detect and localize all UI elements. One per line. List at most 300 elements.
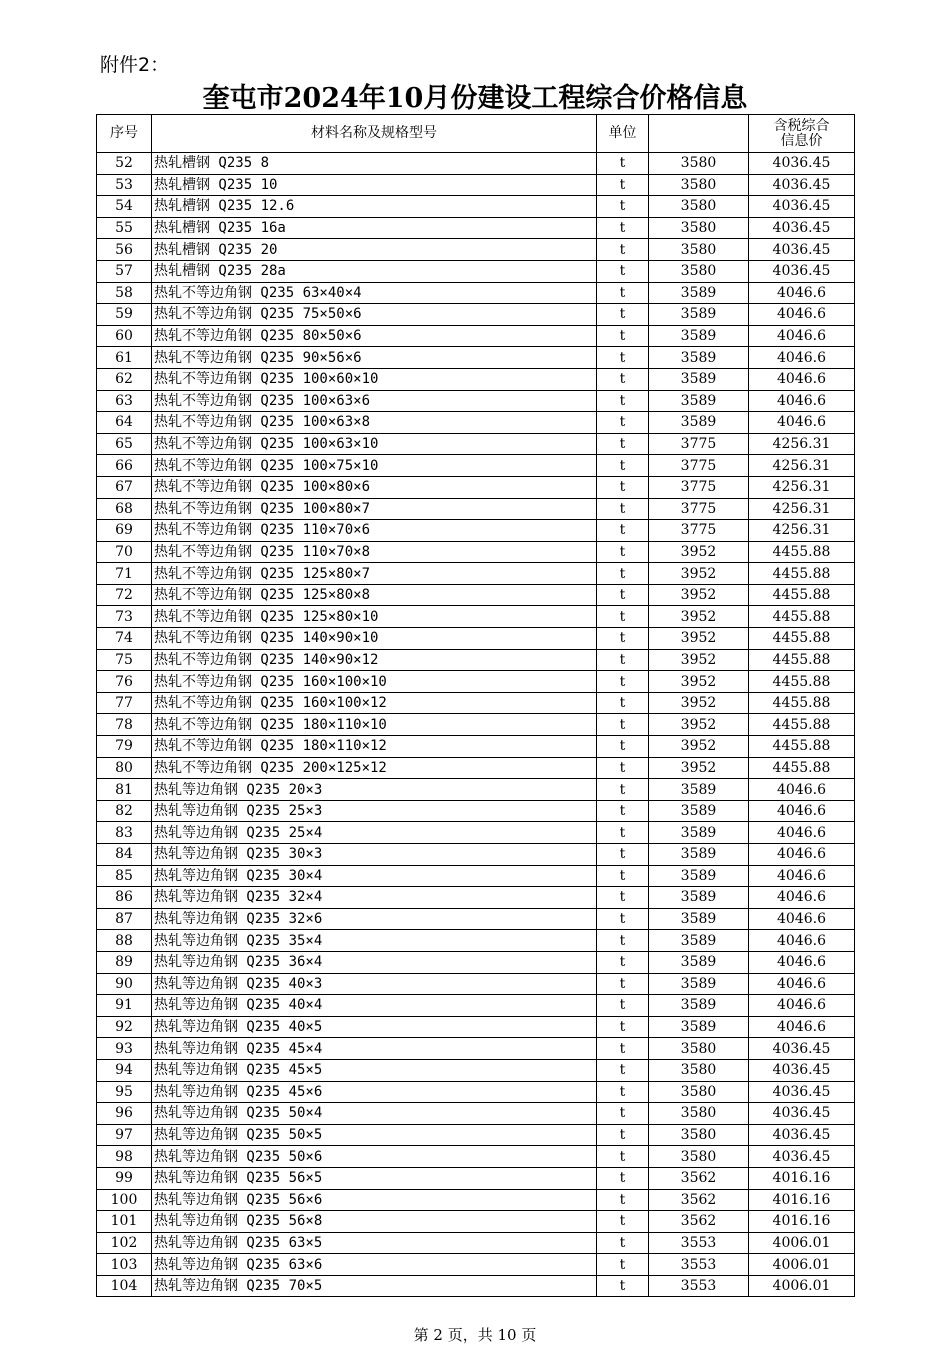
cell-unit: t bbox=[597, 1103, 649, 1125]
table-row bbox=[97, 1232, 855, 1254]
cell-unit: t bbox=[597, 844, 649, 866]
table-row bbox=[97, 412, 855, 434]
cell-unit: t bbox=[597, 779, 649, 801]
cell-tax-price: 4256.31 bbox=[749, 520, 855, 542]
cell-unit: t bbox=[597, 1275, 649, 1297]
cell-price: 3952 bbox=[649, 563, 749, 585]
cell-unit: t bbox=[597, 628, 649, 650]
cell-no: 74 bbox=[97, 628, 152, 650]
table-row bbox=[97, 1124, 855, 1146]
cell-no: 67 bbox=[97, 476, 152, 498]
cell-tax-price: 4455.88 bbox=[749, 628, 855, 650]
cell-tax-price: 4046.6 bbox=[749, 930, 855, 952]
cell-price: 3589 bbox=[649, 951, 749, 973]
cell-price: 3580 bbox=[649, 260, 749, 282]
document-title: 奎屯市2024年10月份建设工程综合价格信息 bbox=[202, 83, 748, 114]
cell-unit: t bbox=[597, 606, 649, 628]
table-row bbox=[97, 714, 855, 736]
cell-tax-price: 4046.6 bbox=[749, 995, 855, 1017]
attachment-label: 附件2： bbox=[100, 54, 170, 76]
table-row bbox=[97, 541, 855, 563]
table-row bbox=[97, 1038, 855, 1060]
cell-name: 热轧等边角钢 Q235 45×4 bbox=[152, 1038, 597, 1060]
cell-unit: t bbox=[597, 412, 649, 434]
cell-name: 热轧等边角钢 Q235 20×3 bbox=[152, 779, 597, 801]
table-row bbox=[97, 520, 855, 542]
cell-unit: t bbox=[597, 930, 649, 952]
cell-unit: t bbox=[597, 1059, 649, 1081]
table-row bbox=[97, 908, 855, 930]
cell-no: 63 bbox=[97, 390, 152, 412]
cell-no: 100 bbox=[97, 1189, 152, 1211]
header-tax-price bbox=[749, 115, 855, 153]
cell-price: 3589 bbox=[649, 304, 749, 326]
cell-unit: t bbox=[597, 541, 649, 563]
cell-tax-price: 4036.45 bbox=[749, 1081, 855, 1103]
cell-no: 76 bbox=[97, 671, 152, 693]
cell-name: 热轧等边角钢 Q235 63×5 bbox=[152, 1232, 597, 1254]
table-row bbox=[97, 282, 855, 304]
cell-price: 3952 bbox=[649, 671, 749, 693]
cell-unit: t bbox=[597, 325, 649, 347]
cell-tax-price: 4046.6 bbox=[749, 800, 855, 822]
cell-unit: t bbox=[597, 498, 649, 520]
cell-no: 86 bbox=[97, 887, 152, 909]
table-row bbox=[97, 606, 855, 628]
cell-no: 97 bbox=[97, 1124, 152, 1146]
cell-name: 热轧等边角钢 Q235 56×6 bbox=[152, 1189, 597, 1211]
cell-name: 热轧等边角钢 Q235 32×6 bbox=[152, 908, 597, 930]
cell-unit: t bbox=[597, 973, 649, 995]
cell-price: 3553 bbox=[649, 1275, 749, 1297]
cell-no: 79 bbox=[97, 736, 152, 758]
cell-name: 热轧等边角钢 Q235 45×6 bbox=[152, 1081, 597, 1103]
cell-tax-price: 4046.6 bbox=[749, 822, 855, 844]
table-row bbox=[97, 1146, 855, 1168]
cell-tax-price: 4036.45 bbox=[749, 1059, 855, 1081]
cell-unit: t bbox=[597, 455, 649, 477]
cell-tax-price: 4006.01 bbox=[749, 1232, 855, 1254]
cell-tax-price: 4016.16 bbox=[749, 1189, 855, 1211]
cell-name: 热轧等边角钢 Q235 50×6 bbox=[152, 1146, 597, 1168]
table-row bbox=[97, 1254, 855, 1276]
cell-no: 85 bbox=[97, 865, 152, 887]
cell-name: 热轧不等边角钢 Q235 180×110×12 bbox=[152, 736, 597, 758]
cell-name: 热轧不等边角钢 Q235 180×110×10 bbox=[152, 714, 597, 736]
cell-name: 热轧槽钢 Q235 8 bbox=[152, 153, 597, 175]
cell-no: 81 bbox=[97, 779, 152, 801]
cell-name: 热轧不等边角钢 Q235 100×63×6 bbox=[152, 390, 597, 412]
cell-unit: t bbox=[597, 1254, 649, 1276]
cell-no: 58 bbox=[97, 282, 152, 304]
table-row bbox=[97, 174, 855, 196]
cell-tax-price: 4046.6 bbox=[749, 951, 855, 973]
cell-unit: t bbox=[597, 217, 649, 239]
table-row bbox=[97, 844, 855, 866]
table-row bbox=[97, 390, 855, 412]
cell-tax-price: 4006.01 bbox=[749, 1254, 855, 1276]
cell-price: 3589 bbox=[649, 865, 749, 887]
cell-unit: t bbox=[597, 800, 649, 822]
cell-unit: t bbox=[597, 1124, 649, 1146]
price-table bbox=[96, 114, 855, 1297]
cell-name: 热轧不等边角钢 Q235 100×63×8 bbox=[152, 412, 597, 434]
cell-price: 3952 bbox=[649, 541, 749, 563]
table-body bbox=[97, 153, 855, 1297]
cell-tax-price: 4455.88 bbox=[749, 606, 855, 628]
table-row bbox=[97, 260, 855, 282]
cell-unit: t bbox=[597, 433, 649, 455]
table-row bbox=[97, 930, 855, 952]
cell-tax-price: 4046.6 bbox=[749, 779, 855, 801]
cell-no: 70 bbox=[97, 541, 152, 563]
table-row bbox=[97, 563, 855, 585]
cell-tax-price: 4256.31 bbox=[749, 455, 855, 477]
cell-no: 91 bbox=[97, 995, 152, 1017]
cell-unit: t bbox=[597, 736, 649, 758]
cell-price: 3580 bbox=[649, 1038, 749, 1060]
table-row bbox=[97, 476, 855, 498]
cell-tax-price: 4016.16 bbox=[749, 1211, 855, 1233]
cell-unit: t bbox=[597, 865, 649, 887]
cell-tax-price: 4455.88 bbox=[749, 736, 855, 758]
cell-tax-price: 4036.45 bbox=[749, 1146, 855, 1168]
cell-name: 热轧等边角钢 Q235 40×3 bbox=[152, 973, 597, 995]
header-tax-price-line1: 含税综合 bbox=[773, 117, 830, 134]
cell-tax-price: 4036.45 bbox=[749, 196, 855, 218]
cell-tax-price: 4455.88 bbox=[749, 714, 855, 736]
cell-price: 3580 bbox=[649, 196, 749, 218]
cell-price: 3589 bbox=[649, 973, 749, 995]
cell-unit: t bbox=[597, 714, 649, 736]
cell-unit: t bbox=[597, 1167, 649, 1189]
cell-no: 73 bbox=[97, 606, 152, 628]
cell-tax-price: 4036.45 bbox=[749, 260, 855, 282]
cell-no: 101 bbox=[97, 1211, 152, 1233]
cell-price: 3580 bbox=[649, 174, 749, 196]
cell-tax-price: 4455.88 bbox=[749, 757, 855, 779]
cell-price: 3589 bbox=[649, 844, 749, 866]
cell-price: 3589 bbox=[649, 412, 749, 434]
cell-no: 60 bbox=[97, 325, 152, 347]
cell-tax-price: 4046.6 bbox=[749, 908, 855, 930]
cell-tax-price: 4455.88 bbox=[749, 692, 855, 714]
cell-unit: t bbox=[597, 887, 649, 909]
cell-price: 3562 bbox=[649, 1189, 749, 1211]
cell-tax-price: 4036.45 bbox=[749, 1038, 855, 1060]
cell-no: 102 bbox=[97, 1232, 152, 1254]
cell-name: 热轧等边角钢 Q235 56×8 bbox=[152, 1211, 597, 1233]
cell-tax-price: 4046.6 bbox=[749, 368, 855, 390]
cell-tax-price: 4036.45 bbox=[749, 153, 855, 175]
cell-no: 65 bbox=[97, 433, 152, 455]
table-row bbox=[97, 455, 855, 477]
cell-price: 3580 bbox=[649, 1124, 749, 1146]
cell-tax-price: 4046.6 bbox=[749, 347, 855, 369]
table-row bbox=[97, 973, 855, 995]
cell-tax-price: 4455.88 bbox=[749, 671, 855, 693]
cell-unit: t bbox=[597, 1232, 649, 1254]
cell-no: 84 bbox=[97, 844, 152, 866]
cell-unit: t bbox=[597, 757, 649, 779]
table-row bbox=[97, 822, 855, 844]
table-row bbox=[97, 1103, 855, 1125]
cell-unit: t bbox=[597, 584, 649, 606]
header-no: 序号 bbox=[97, 115, 152, 153]
cell-unit: t bbox=[597, 951, 649, 973]
table-row bbox=[97, 628, 855, 650]
cell-name: 热轧等边角钢 Q235 45×5 bbox=[152, 1059, 597, 1081]
cell-tax-price: 4036.45 bbox=[749, 217, 855, 239]
table-row bbox=[97, 217, 855, 239]
table-row bbox=[97, 1189, 855, 1211]
cell-name: 热轧等边角钢 Q235 25×4 bbox=[152, 822, 597, 844]
cell-no: 87 bbox=[97, 908, 152, 930]
cell-name: 热轧等边角钢 Q235 36×4 bbox=[152, 951, 597, 973]
cell-name: 热轧槽钢 Q235 12.6 bbox=[152, 196, 597, 218]
table-row bbox=[97, 951, 855, 973]
cell-price: 3589 bbox=[649, 930, 749, 952]
table-row bbox=[97, 1275, 855, 1297]
cell-name: 热轧不等边角钢 Q235 80×50×6 bbox=[152, 325, 597, 347]
cell-unit: t bbox=[597, 1038, 649, 1060]
cell-price: 3589 bbox=[649, 800, 749, 822]
cell-unit: t bbox=[597, 304, 649, 326]
cell-tax-price: 4455.88 bbox=[749, 584, 855, 606]
cell-name: 热轧槽钢 Q235 16a bbox=[152, 217, 597, 239]
cell-tax-price: 4256.31 bbox=[749, 498, 855, 520]
table-row bbox=[97, 325, 855, 347]
cell-unit: t bbox=[597, 153, 649, 175]
cell-price: 3775 bbox=[649, 433, 749, 455]
cell-no: 54 bbox=[97, 196, 152, 218]
table-row bbox=[97, 1167, 855, 1189]
cell-no: 95 bbox=[97, 1081, 152, 1103]
cell-name: 热轧不等边角钢 Q235 140×90×12 bbox=[152, 649, 597, 671]
cell-no: 99 bbox=[97, 1167, 152, 1189]
cell-unit: t bbox=[597, 347, 649, 369]
cell-tax-price: 4036.45 bbox=[749, 1124, 855, 1146]
cell-no: 103 bbox=[97, 1254, 152, 1276]
cell-price: 3580 bbox=[649, 217, 749, 239]
cell-price: 3580 bbox=[649, 1059, 749, 1081]
cell-price: 3775 bbox=[649, 455, 749, 477]
cell-name: 热轧不等边角钢 Q235 100×60×10 bbox=[152, 368, 597, 390]
cell-name: 热轧槽钢 Q235 10 bbox=[152, 174, 597, 196]
cell-unit: t bbox=[597, 174, 649, 196]
cell-name: 热轧等边角钢 Q235 70×5 bbox=[152, 1275, 597, 1297]
cell-name: 热轧不等边角钢 Q235 100×75×10 bbox=[152, 455, 597, 477]
cell-tax-price: 4046.6 bbox=[749, 325, 855, 347]
cell-unit: t bbox=[597, 649, 649, 671]
cell-tax-price: 4036.45 bbox=[749, 239, 855, 261]
cell-name: 热轧不等边角钢 Q235 100×63×10 bbox=[152, 433, 597, 455]
cell-name: 热轧不等边角钢 Q235 63×40×4 bbox=[152, 282, 597, 304]
cell-price: 3775 bbox=[649, 520, 749, 542]
header-name: 材料名称及规格型号 bbox=[152, 115, 597, 153]
cell-name: 热轧槽钢 Q235 20 bbox=[152, 239, 597, 261]
cell-price: 3952 bbox=[649, 736, 749, 758]
header-tax-price-line2: 信息价 bbox=[780, 132, 823, 149]
cell-unit: t bbox=[597, 995, 649, 1017]
cell-name: 热轧不等边角钢 Q235 125×80×7 bbox=[152, 563, 597, 585]
cell-name: 热轧等边角钢 Q235 32×4 bbox=[152, 887, 597, 909]
cell-tax-price: 4455.88 bbox=[749, 563, 855, 585]
cell-tax-price: 4256.31 bbox=[749, 476, 855, 498]
table-row bbox=[97, 584, 855, 606]
cell-name: 热轧不等边角钢 Q235 160×100×10 bbox=[152, 671, 597, 693]
cell-name: 热轧不等边角钢 Q235 100×80×6 bbox=[152, 476, 597, 498]
cell-price: 3553 bbox=[649, 1254, 749, 1276]
cell-no: 69 bbox=[97, 520, 152, 542]
table-row bbox=[97, 498, 855, 520]
cell-unit: t bbox=[597, 282, 649, 304]
cell-tax-price: 4455.88 bbox=[749, 541, 855, 563]
cell-price: 3589 bbox=[649, 368, 749, 390]
cell-name: 热轧等边角钢 Q235 56×5 bbox=[152, 1167, 597, 1189]
cell-unit: t bbox=[597, 563, 649, 585]
cell-no: 96 bbox=[97, 1103, 152, 1125]
cell-name: 热轧等边角钢 Q235 63×6 bbox=[152, 1254, 597, 1276]
cell-name: 热轧等边角钢 Q235 40×4 bbox=[152, 995, 597, 1017]
table-header-row bbox=[97, 115, 855, 153]
cell-name: 热轧等边角钢 Q235 35×4 bbox=[152, 930, 597, 952]
cell-price: 3589 bbox=[649, 887, 749, 909]
cell-name: 热轧不等边角钢 Q235 100×80×7 bbox=[152, 498, 597, 520]
cell-no: 104 bbox=[97, 1275, 152, 1297]
cell-tax-price: 4046.6 bbox=[749, 282, 855, 304]
cell-name: 热轧等边角钢 Q235 50×4 bbox=[152, 1103, 597, 1125]
cell-price: 3553 bbox=[649, 1232, 749, 1254]
cell-name: 热轧等边角钢 Q235 25×3 bbox=[152, 800, 597, 822]
cell-price: 3589 bbox=[649, 347, 749, 369]
table-row bbox=[97, 433, 855, 455]
cell-price: 3775 bbox=[649, 498, 749, 520]
cell-tax-price: 4046.6 bbox=[749, 412, 855, 434]
cell-name: 热轧槽钢 Q235 28a bbox=[152, 260, 597, 282]
cell-unit: t bbox=[597, 196, 649, 218]
table-row bbox=[97, 649, 855, 671]
cell-tax-price: 4046.6 bbox=[749, 1016, 855, 1038]
table-row bbox=[97, 1081, 855, 1103]
cell-price: 3952 bbox=[649, 757, 749, 779]
cell-unit: t bbox=[597, 260, 649, 282]
cell-tax-price: 4256.31 bbox=[749, 433, 855, 455]
table-row bbox=[97, 347, 855, 369]
table-row bbox=[97, 995, 855, 1017]
header-price bbox=[649, 115, 749, 153]
table-row bbox=[97, 304, 855, 326]
cell-unit: t bbox=[597, 671, 649, 693]
cell-name: 热轧不等边角钢 Q235 110×70×6 bbox=[152, 520, 597, 542]
cell-unit: t bbox=[597, 1146, 649, 1168]
cell-price: 3589 bbox=[649, 390, 749, 412]
cell-unit: t bbox=[597, 908, 649, 930]
cell-price: 3580 bbox=[649, 153, 749, 175]
cell-price: 3580 bbox=[649, 1103, 749, 1125]
cell-name: 热轧不等边角钢 Q235 140×90×10 bbox=[152, 628, 597, 650]
cell-tax-price: 4455.88 bbox=[749, 649, 855, 671]
cell-price: 3952 bbox=[649, 606, 749, 628]
cell-no: 80 bbox=[97, 757, 152, 779]
cell-no: 88 bbox=[97, 930, 152, 952]
cell-no: 72 bbox=[97, 584, 152, 606]
table-row bbox=[97, 736, 855, 758]
cell-unit: t bbox=[597, 1189, 649, 1211]
cell-name: 热轧不等边角钢 Q235 110×70×8 bbox=[152, 541, 597, 563]
table-row bbox=[97, 368, 855, 390]
cell-name: 热轧不等边角钢 Q235 90×56×6 bbox=[152, 347, 597, 369]
cell-tax-price: 4046.6 bbox=[749, 390, 855, 412]
cell-no: 83 bbox=[97, 822, 152, 844]
table-row bbox=[97, 239, 855, 261]
cell-name: 热轧不等边角钢 Q235 200×125×12 bbox=[152, 757, 597, 779]
cell-tax-price: 4036.45 bbox=[749, 1103, 855, 1125]
cell-unit: t bbox=[597, 822, 649, 844]
cell-no: 57 bbox=[97, 260, 152, 282]
page-footer: 第 2 页，共 10 页 bbox=[413, 1326, 537, 1344]
cell-no: 64 bbox=[97, 412, 152, 434]
cell-unit: t bbox=[597, 390, 649, 412]
cell-price: 3562 bbox=[649, 1167, 749, 1189]
cell-no: 62 bbox=[97, 368, 152, 390]
cell-name: 热轧不等边角钢 Q235 125×80×10 bbox=[152, 606, 597, 628]
cell-tax-price: 4006.01 bbox=[749, 1275, 855, 1297]
cell-no: 55 bbox=[97, 217, 152, 239]
cell-unit: t bbox=[597, 692, 649, 714]
cell-price: 3562 bbox=[649, 1211, 749, 1233]
cell-tax-price: 4016.16 bbox=[749, 1167, 855, 1189]
cell-unit: t bbox=[597, 239, 649, 261]
table-row bbox=[97, 692, 855, 714]
cell-price: 3589 bbox=[649, 822, 749, 844]
cell-price: 3952 bbox=[649, 584, 749, 606]
cell-price: 3580 bbox=[649, 1146, 749, 1168]
cell-price: 3589 bbox=[649, 995, 749, 1017]
cell-price: 3952 bbox=[649, 692, 749, 714]
cell-no: 98 bbox=[97, 1146, 152, 1168]
cell-price: 3580 bbox=[649, 239, 749, 261]
cell-no: 78 bbox=[97, 714, 152, 736]
cell-no: 82 bbox=[97, 800, 152, 822]
cell-price: 3589 bbox=[649, 1016, 749, 1038]
cell-no: 53 bbox=[97, 174, 152, 196]
cell-no: 66 bbox=[97, 455, 152, 477]
cell-no: 56 bbox=[97, 239, 152, 261]
cell-tax-price: 4046.6 bbox=[749, 973, 855, 995]
cell-price: 3952 bbox=[649, 649, 749, 671]
cell-unit: t bbox=[597, 1081, 649, 1103]
cell-unit: t bbox=[597, 520, 649, 542]
table-row bbox=[97, 1211, 855, 1233]
table-row bbox=[97, 865, 855, 887]
cell-price: 3580 bbox=[649, 1081, 749, 1103]
cell-no: 92 bbox=[97, 1016, 152, 1038]
cell-unit: t bbox=[597, 476, 649, 498]
cell-price: 3589 bbox=[649, 779, 749, 801]
cell-no: 52 bbox=[97, 153, 152, 175]
cell-price: 3589 bbox=[649, 325, 749, 347]
cell-tax-price: 4046.6 bbox=[749, 887, 855, 909]
cell-unit: t bbox=[597, 368, 649, 390]
cell-no: 61 bbox=[97, 347, 152, 369]
cell-no: 68 bbox=[97, 498, 152, 520]
cell-tax-price: 4036.45 bbox=[749, 174, 855, 196]
cell-unit: t bbox=[597, 1211, 649, 1233]
cell-name: 热轧不等边角钢 Q235 75×50×6 bbox=[152, 304, 597, 326]
cell-price: 3589 bbox=[649, 282, 749, 304]
cell-no: 75 bbox=[97, 649, 152, 671]
